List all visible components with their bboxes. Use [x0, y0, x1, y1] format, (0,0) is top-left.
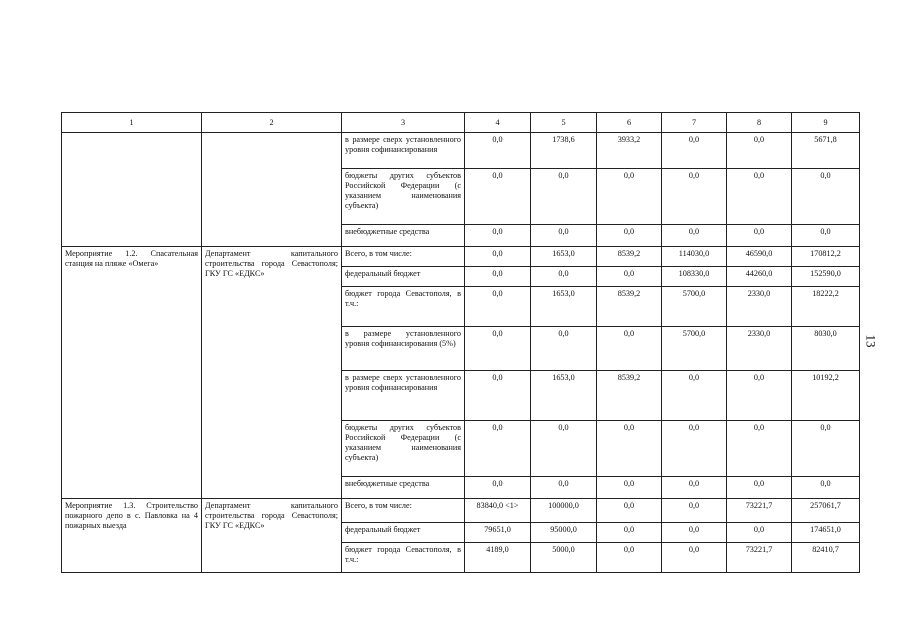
amount-cell: 0,0 [597, 327, 662, 371]
amount-cell: 0,0 [465, 421, 531, 477]
amount-cell: 5671,8 [792, 133, 860, 169]
funding-source-cell: в размере сверх установленного уровня софинансирования [342, 371, 465, 421]
amount-cell: 3933,2 [597, 133, 662, 169]
funding-source-cell: бюджет города Севастополя, в т.ч.: [342, 543, 465, 573]
amount-cell: 95000,0 [531, 523, 597, 543]
funding-source-cell: федеральный бюджет [342, 267, 465, 287]
executor-cell [202, 133, 342, 247]
amount-cell: 8539,2 [597, 287, 662, 327]
amount-cell: 108330,0 [662, 267, 727, 287]
amount-cell: 0,0 [727, 225, 792, 247]
amount-cell: 1738,6 [531, 133, 597, 169]
funding-source-cell: внебюджетные средства [342, 477, 465, 499]
column-number: 6 [597, 113, 662, 133]
executor-cell: Департамент капитального строительства города Севастополя; ГКУ ГС «ЕДКС» [202, 247, 342, 499]
table-row [62, 247, 860, 267]
funding-source-cell: в размере установленного уровня софинансирования (5%) [342, 327, 465, 371]
event-cell: Мероприятие 1.2. Спасательная станция на пляже «Омега» [62, 247, 202, 499]
amount-cell: 1653,0 [531, 287, 597, 327]
amount-cell: 2330,0 [727, 327, 792, 371]
executor-cell: Департамент капитального строительства города Севастополя; ГКУ ГС «ЕДКС» [202, 499, 342, 573]
event-cell: Мероприятие 1.3. Строительство пожарного депо в с. Павловка на 4 пожарных выезда [62, 499, 202, 573]
column-number: 3 [342, 113, 465, 133]
column-number: 7 [662, 113, 727, 133]
amount-cell: 0,0 [662, 543, 727, 573]
amount-cell: 0,0 [792, 169, 860, 225]
amount-cell: 0,0 [597, 477, 662, 499]
amount-cell: 5700,0 [662, 327, 727, 371]
amount-cell: 2330,0 [727, 287, 792, 327]
amount-cell: 0,0 [465, 169, 531, 225]
amount-cell: 0,0 [727, 421, 792, 477]
amount-cell: 0,0 [597, 225, 662, 247]
column-number: 9 [792, 113, 860, 133]
funding-source-cell: Всего, в том числе: [342, 247, 465, 267]
amount-cell: 170812,2 [792, 247, 860, 267]
page-number: 13 [863, 334, 879, 348]
amount-cell: 83840,0 <1> [465, 499, 531, 523]
amount-cell: 1653,0 [531, 371, 597, 421]
amount-cell: 0,0 [727, 371, 792, 421]
amount-cell: 82410,7 [792, 543, 860, 573]
amount-cell: 100000,0 [531, 499, 597, 523]
funding-source-cell: бюджеты других субъектов Российской Федерации (с указанием наименования субъекта) [342, 169, 465, 225]
amount-cell: 46590,0 [727, 247, 792, 267]
amount-cell: 0,0 [531, 267, 597, 287]
amount-cell: 5000,0 [531, 543, 597, 573]
table-row [62, 499, 860, 523]
amount-cell: 73221,7 [727, 499, 792, 523]
column-number: 8 [727, 113, 792, 133]
amount-cell: 0,0 [662, 133, 727, 169]
amount-cell: 0,0 [597, 421, 662, 477]
column-number: 2 [202, 113, 342, 133]
amount-cell: 0,0 [531, 477, 597, 499]
amount-cell: 0,0 [531, 169, 597, 225]
amount-cell: 0,0 [662, 477, 727, 499]
amount-cell: 0,0 [531, 421, 597, 477]
funding-source-cell: в размере сверх установленного уровня софинансирования [342, 133, 465, 169]
amount-cell: 0,0 [662, 169, 727, 225]
funding-source-cell: федеральный бюджет [342, 523, 465, 543]
amount-cell: 0,0 [662, 421, 727, 477]
event-cell [62, 133, 202, 247]
amount-cell: 4189,0 [465, 543, 531, 573]
amount-cell: 0,0 [662, 499, 727, 523]
amount-cell: 0,0 [662, 523, 727, 543]
funding-source-cell: бюджет города Севастополя, в т.ч.: [342, 287, 465, 327]
column-number: 4 [465, 113, 531, 133]
amount-cell: 0,0 [465, 371, 531, 421]
amount-cell: 10192,2 [792, 371, 860, 421]
amount-cell: 0,0 [465, 225, 531, 247]
amount-cell: 114030,0 [662, 247, 727, 267]
amount-cell: 0,0 [465, 247, 531, 267]
amount-cell: 0,0 [792, 477, 860, 499]
amount-cell: 0,0 [531, 225, 597, 247]
amount-cell: 8539,2 [597, 371, 662, 421]
amount-cell: 174651,0 [792, 523, 860, 543]
amount-cell: 152590,0 [792, 267, 860, 287]
amount-cell: 0,0 [465, 327, 531, 371]
amount-cell: 0,0 [727, 169, 792, 225]
amount-cell: 5700,0 [662, 287, 727, 327]
amount-cell: 257061,7 [792, 499, 860, 523]
amount-cell: 0,0 [597, 543, 662, 573]
amount-cell: 0,0 [792, 421, 860, 477]
budget-table [61, 112, 860, 573]
funding-source-cell: внебюджетные средства [342, 225, 465, 247]
amount-cell: 0,0 [662, 371, 727, 421]
amount-cell: 0,0 [465, 287, 531, 327]
amount-cell: 8030,0 [792, 327, 860, 371]
amount-cell: 0,0 [662, 225, 727, 247]
amount-cell: 0,0 [597, 523, 662, 543]
amount-cell: 0,0 [597, 267, 662, 287]
amount-cell: 0,0 [727, 523, 792, 543]
column-number: 5 [531, 113, 597, 133]
amount-cell: 44260,0 [727, 267, 792, 287]
amount-cell: 79651,0 [465, 523, 531, 543]
column-number: 1 [62, 113, 202, 133]
amount-cell: 0,0 [597, 499, 662, 523]
amount-cell: 73221,7 [727, 543, 792, 573]
amount-cell: 0,0 [727, 133, 792, 169]
amount-cell: 1653,0 [531, 247, 597, 267]
amount-cell: 0,0 [597, 169, 662, 225]
column-number-row [62, 113, 860, 133]
amount-cell: 0,0 [465, 267, 531, 287]
amount-cell: 8539,2 [597, 247, 662, 267]
amount-cell: 0,0 [465, 477, 531, 499]
funding-source-cell: Всего, в том числе: [342, 499, 465, 523]
amount-cell: 0,0 [792, 225, 860, 247]
amount-cell: 0,0 [465, 133, 531, 169]
amount-cell: 0,0 [727, 477, 792, 499]
funding-source-cell: бюджеты других субъектов Российской Федерации (с указанием наименования субъекта) [342, 421, 465, 477]
amount-cell: 18222,2 [792, 287, 860, 327]
amount-cell: 0,0 [531, 327, 597, 371]
table-row [62, 133, 860, 169]
